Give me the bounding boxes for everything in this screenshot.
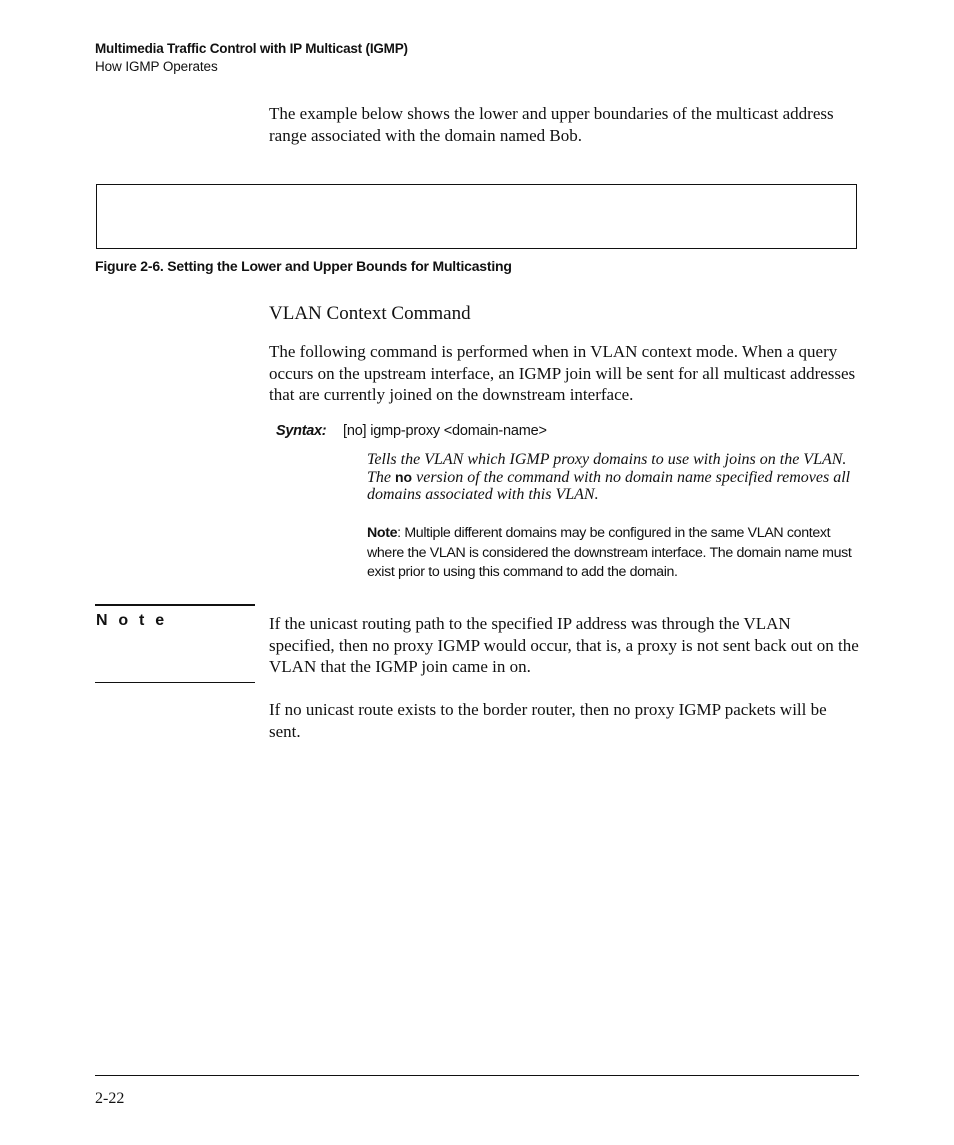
syntax-label: Syntax: [276,423,327,439]
section-paragraph: The following command is performed when in VLAN context mode. When a query occurs on the upstream interface, an IGMP join will be sent for all multicast addresses that are currently joined on the downstream interface. [269,342,856,404]
note-label: N o t e [96,612,168,629]
syntax-command: [no] igmp-proxy <domain-name> [343,423,547,439]
section-heading: VLAN Context Command [269,303,471,324]
command-keyword-no: no [395,468,413,485]
command-note [367,524,862,583]
closing-paragraph: If no unicast route exists to the border router, then no proxy IGMP packets will be sent. [269,700,827,741]
command-description [367,451,859,504]
intro-paragraph: The example below shows the lower and upper boundaries of the multicast address range associated with the domain named Bob. [269,104,834,145]
note-paragraph: If the unicast routing path to the specified IP address was through the VLAN specified, then no proxy IGMP would occur, that is, a proxy is not sent back out on the VLAN that the IGMP join came in on. [269,614,859,676]
footer-rule [95,1075,859,1076]
running-header-section: How IGMP Operates [95,59,218,74]
page-number: 2-22 [95,1090,125,1107]
running-header-title: Multimedia Traffic Control with IP Multicast (IGMP) [95,41,408,56]
figure-caption: Figure 2-6. Setting the Lower and Upper Bounds for Multicasting [95,258,512,274]
command-description-text-cont: version of the command with no domain name specified removes all domains associated with this VLAN. [367,468,851,503]
figure-frame [96,184,857,249]
note-rule-top [95,604,255,606]
command-note-text: : Multiple different domains may be configured in the same VLAN context where the VLAN is considered the downstream interface. The domain name must exist prior to using this command to add the domain. [367,525,852,581]
note-rule-bottom [95,682,255,683]
command-description-text: Tells the VLAN which IGMP proxy domains to use with joins on the VLAN. The [367,451,847,486]
command-note-label: Note [367,525,398,541]
